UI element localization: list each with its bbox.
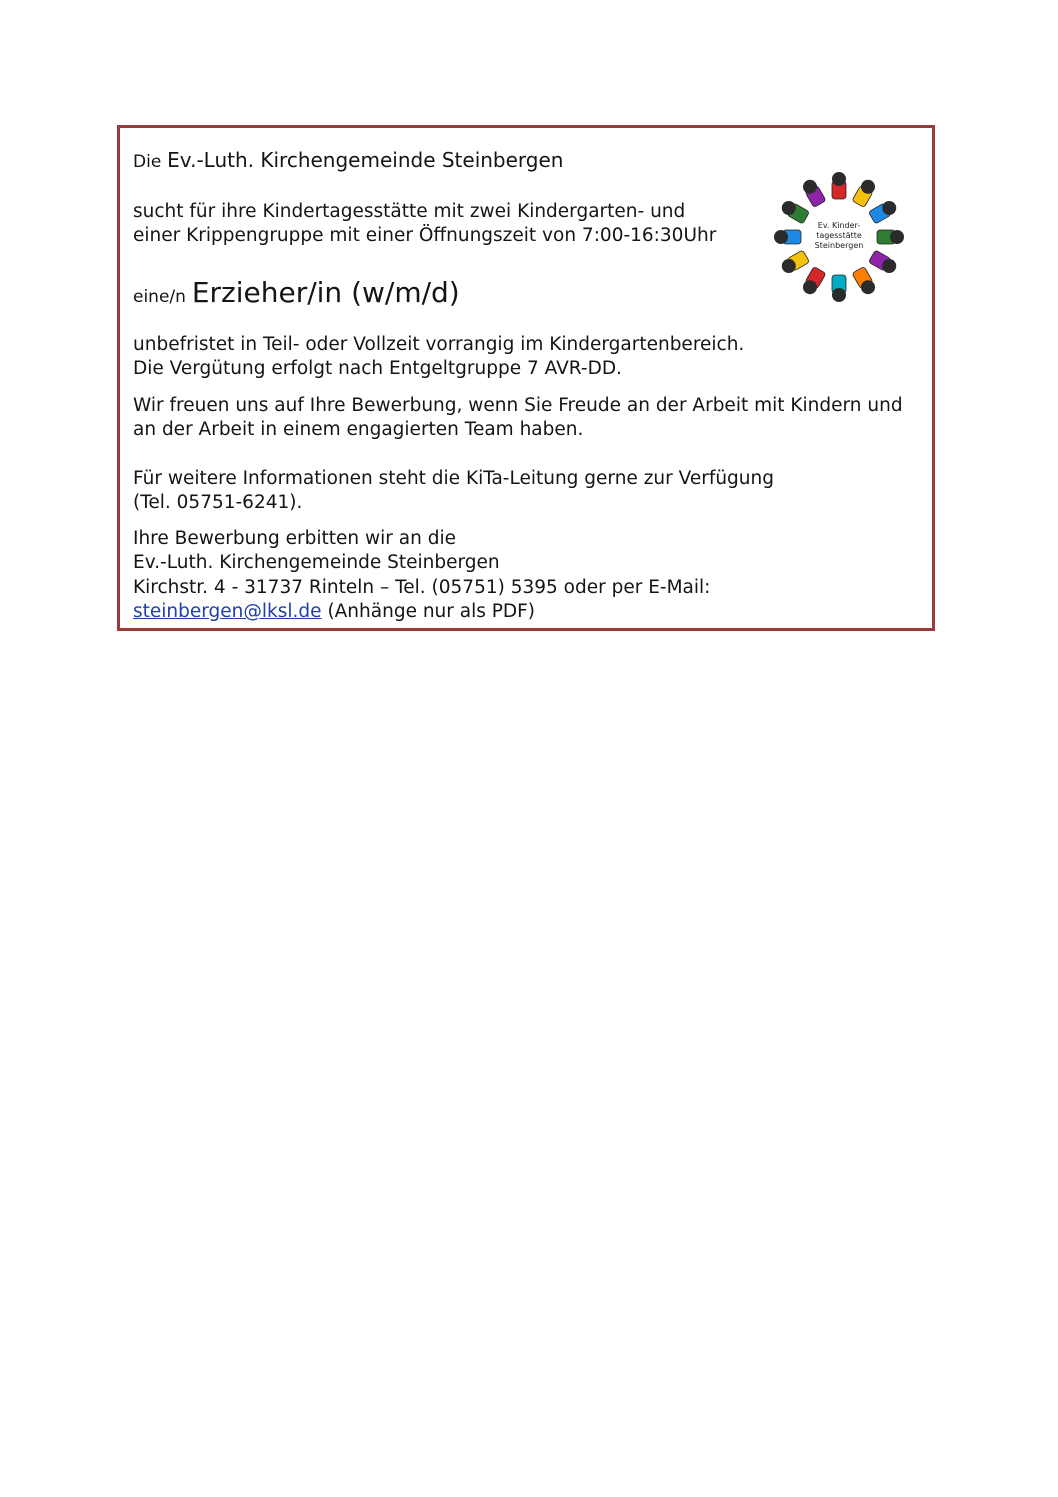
position-title: Erzieher/in (w/m/d) bbox=[191, 276, 460, 309]
application-org: Ev.-Luth. Kirchengemeinde Steinbergen bbox=[133, 552, 500, 573]
child-head bbox=[861, 280, 875, 294]
terms-line-2: Die Vergütung erfolgt nach Entgeltgruppe 7 AVR-DD. bbox=[133, 358, 622, 379]
invite-line-2: an der Arbeit in einem engagierten Team haben. bbox=[133, 419, 584, 440]
child-head bbox=[832, 288, 846, 302]
org-name-heading: Ev.-Luth. Kirchengemeinde Steinbergen bbox=[167, 148, 564, 172]
logo-text-3: Steinbergen bbox=[814, 241, 864, 250]
invite-line-1: Wir freuen uns auf Ihre Bewerbung, wenn Sie Freude an der Arbeit mit Kindern und bbox=[133, 395, 903, 416]
application-contact bbox=[133, 600, 535, 624]
position-prefix: eine/n bbox=[133, 287, 186, 307]
application-address: Kirchstr. 4 - 31737 Rinteln – Tel. (05751) 5395 oder per E-Mail: bbox=[133, 577, 711, 598]
description-line-1: sucht für ihre Kindertagesstätte mit zwei Kindergarten- und bbox=[133, 201, 686, 222]
info-line-1: Für weitere Informationen steht die KiTa-Leitung gerne zur Verfügung bbox=[133, 468, 774, 489]
child-head bbox=[882, 259, 896, 273]
logo-text-2: tagesstätte bbox=[816, 231, 862, 240]
terms-line-1: unbefristet in Teil- oder Vollzeit vorrangig im Kindergartenbereich. bbox=[133, 334, 745, 355]
position-line bbox=[133, 276, 460, 314]
child-head bbox=[782, 201, 796, 215]
child-head bbox=[782, 259, 796, 273]
logo-text-1: Ev. Kinder- bbox=[817, 221, 861, 230]
child-head bbox=[774, 230, 788, 244]
child-head bbox=[882, 201, 896, 215]
intro-line bbox=[133, 148, 563, 174]
intro-prefix: Die bbox=[133, 152, 162, 172]
attachment-note: (Anhänge nur als PDF) bbox=[327, 601, 536, 622]
child-head bbox=[832, 172, 846, 186]
child-head bbox=[803, 280, 817, 294]
kita-logo-graphic bbox=[770, 170, 908, 304]
email-link[interactable]: steinbergen@lksl.de bbox=[133, 601, 322, 622]
application-line-1: Ihre Bewerbung erbitten wir an die bbox=[133, 528, 456, 549]
info-line-2: (Tel. 05751-6241). bbox=[133, 492, 303, 513]
child-head bbox=[861, 180, 875, 194]
kita-logo bbox=[770, 170, 908, 304]
child-head bbox=[803, 180, 817, 194]
description-line-2: einer Krippengruppe mit einer Öffnungszeit von 7:00-16:30Uhr bbox=[133, 225, 717, 246]
child-head bbox=[890, 230, 904, 244]
